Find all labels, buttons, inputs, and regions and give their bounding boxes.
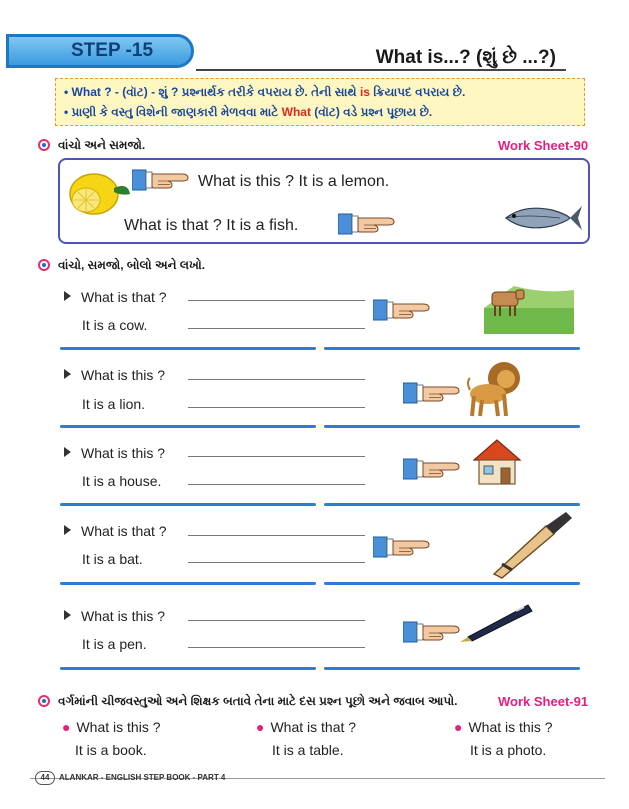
fish-image [500, 200, 584, 236]
exercise-5-question: What is this ? [64, 608, 165, 624]
bottom-answer-1: It is a book. [75, 742, 147, 758]
grammar-note [55, 78, 585, 126]
separator-line [60, 347, 316, 350]
triangle-bullet-icon [64, 610, 71, 620]
exercise-2-question: What is this ? [64, 367, 165, 383]
section-bullet-icon [38, 695, 50, 707]
pointing-hand-icon [403, 457, 461, 483]
separator-line [324, 667, 580, 670]
worksheet-91-label: Work Sheet-91 [498, 694, 589, 709]
pink-bullet-icon: ● [256, 719, 265, 735]
answer-line[interactable] [188, 535, 365, 536]
note-line-2: • પ્રાણી કે વસ્તુ વિશેની જાણકારી મેળવવા માટે What (વૉટ) વડે પ્રશ્ન પૂછાય છે. [64, 105, 433, 119]
separator-line [324, 582, 580, 585]
bottom-question-3: ● What is this ? [454, 719, 553, 735]
bottom-question-2: ● What is that ? [256, 719, 357, 735]
example-box [58, 158, 590, 244]
separator-line [60, 667, 316, 670]
triangle-bullet-icon [64, 525, 71, 535]
pink-bullet-icon: ● [62, 719, 71, 735]
exercise-5-answer: It is a pen. [82, 636, 147, 652]
answer-line[interactable] [188, 328, 365, 329]
answer-line[interactable] [188, 484, 365, 485]
section-1-heading: વાંચો અને સમજો. [38, 138, 145, 153]
pointing-hand-icon [338, 212, 396, 238]
triangle-bullet-icon [64, 369, 71, 379]
lion-image [466, 360, 522, 420]
answer-line[interactable] [188, 562, 365, 563]
separator-line [324, 347, 580, 350]
separator-line [324, 425, 580, 428]
example-line-1: What is this ? It is a lemon. [198, 173, 390, 190]
page-title [196, 45, 566, 71]
separator-line [60, 503, 316, 506]
separator-line [324, 503, 580, 506]
answer-line[interactable] [188, 456, 365, 457]
step-banner [6, 34, 194, 68]
pointing-hand-icon [403, 620, 461, 646]
bottom-question-1: ● What is this ? [62, 719, 161, 735]
exercise-4-question: What is that ? [64, 523, 167, 539]
answer-line[interactable] [188, 620, 365, 621]
answer-line[interactable] [188, 407, 365, 408]
pink-bullet-icon: ● [454, 719, 463, 735]
house-image [472, 438, 522, 486]
pointing-hand-icon [373, 298, 431, 324]
separator-line [60, 425, 316, 428]
pointing-hand-icon [132, 168, 190, 194]
answer-line[interactable] [188, 647, 365, 648]
answer-line[interactable] [188, 300, 365, 301]
exercise-4-answer: It is a bat. [82, 551, 143, 567]
example-line-2: What is that ? It is a fish. [124, 217, 299, 234]
pointing-hand-icon [373, 535, 431, 561]
note-line-1: • What ? - (વૉટ) - શું ? પ્રશ્નાર્થક તરીકે વપરાય છે. તેની સાથે is ક્રિયાપદ વપરાય છે. [64, 85, 466, 99]
section-bullet-icon [38, 259, 50, 271]
page-title-text: What is...? (શું છે ...?) [375, 47, 556, 68]
bat-image [488, 512, 572, 580]
bottom-answer-3: It is a photo. [470, 742, 547, 758]
page-number: 44 [35, 771, 55, 785]
worksheet-90-label: Work Sheet-90 [498, 138, 589, 153]
exercise-1-answer: It is a cow. [82, 317, 148, 333]
book-title: ALANKAR - ENGLISH STEP BOOK - PART 4 [59, 773, 226, 782]
bottom-answer-2: It is a table. [272, 742, 344, 758]
separator-line [60, 582, 316, 585]
step-label: STEP -15 [71, 40, 154, 61]
section-3-heading: વર્ગમાંની ચીજવસ્તુઓ અને શિક્ષક બતાવે તેના માટે દસ પ્રશ્ન પૂછો અને જવાબ આપો. [38, 694, 458, 709]
exercise-3-answer: It is a house. [82, 473, 162, 489]
exercise-2-answer: It is a lion. [82, 396, 146, 412]
triangle-bullet-icon [64, 291, 71, 301]
section-2-heading: વાંચો, સમજો, બોલો અને લખો. [38, 258, 205, 273]
exercise-1-question: What is that ? [64, 289, 167, 305]
pointing-hand-icon [403, 381, 461, 407]
triangle-bullet-icon [64, 447, 71, 457]
answer-line[interactable] [188, 379, 365, 380]
pen-image [458, 601, 536, 643]
lemon-image [64, 162, 132, 220]
section-bullet-icon [38, 139, 50, 151]
footer [35, 771, 225, 785]
cow-image [484, 286, 574, 334]
exercise-3-question: What is this ? [64, 445, 165, 461]
